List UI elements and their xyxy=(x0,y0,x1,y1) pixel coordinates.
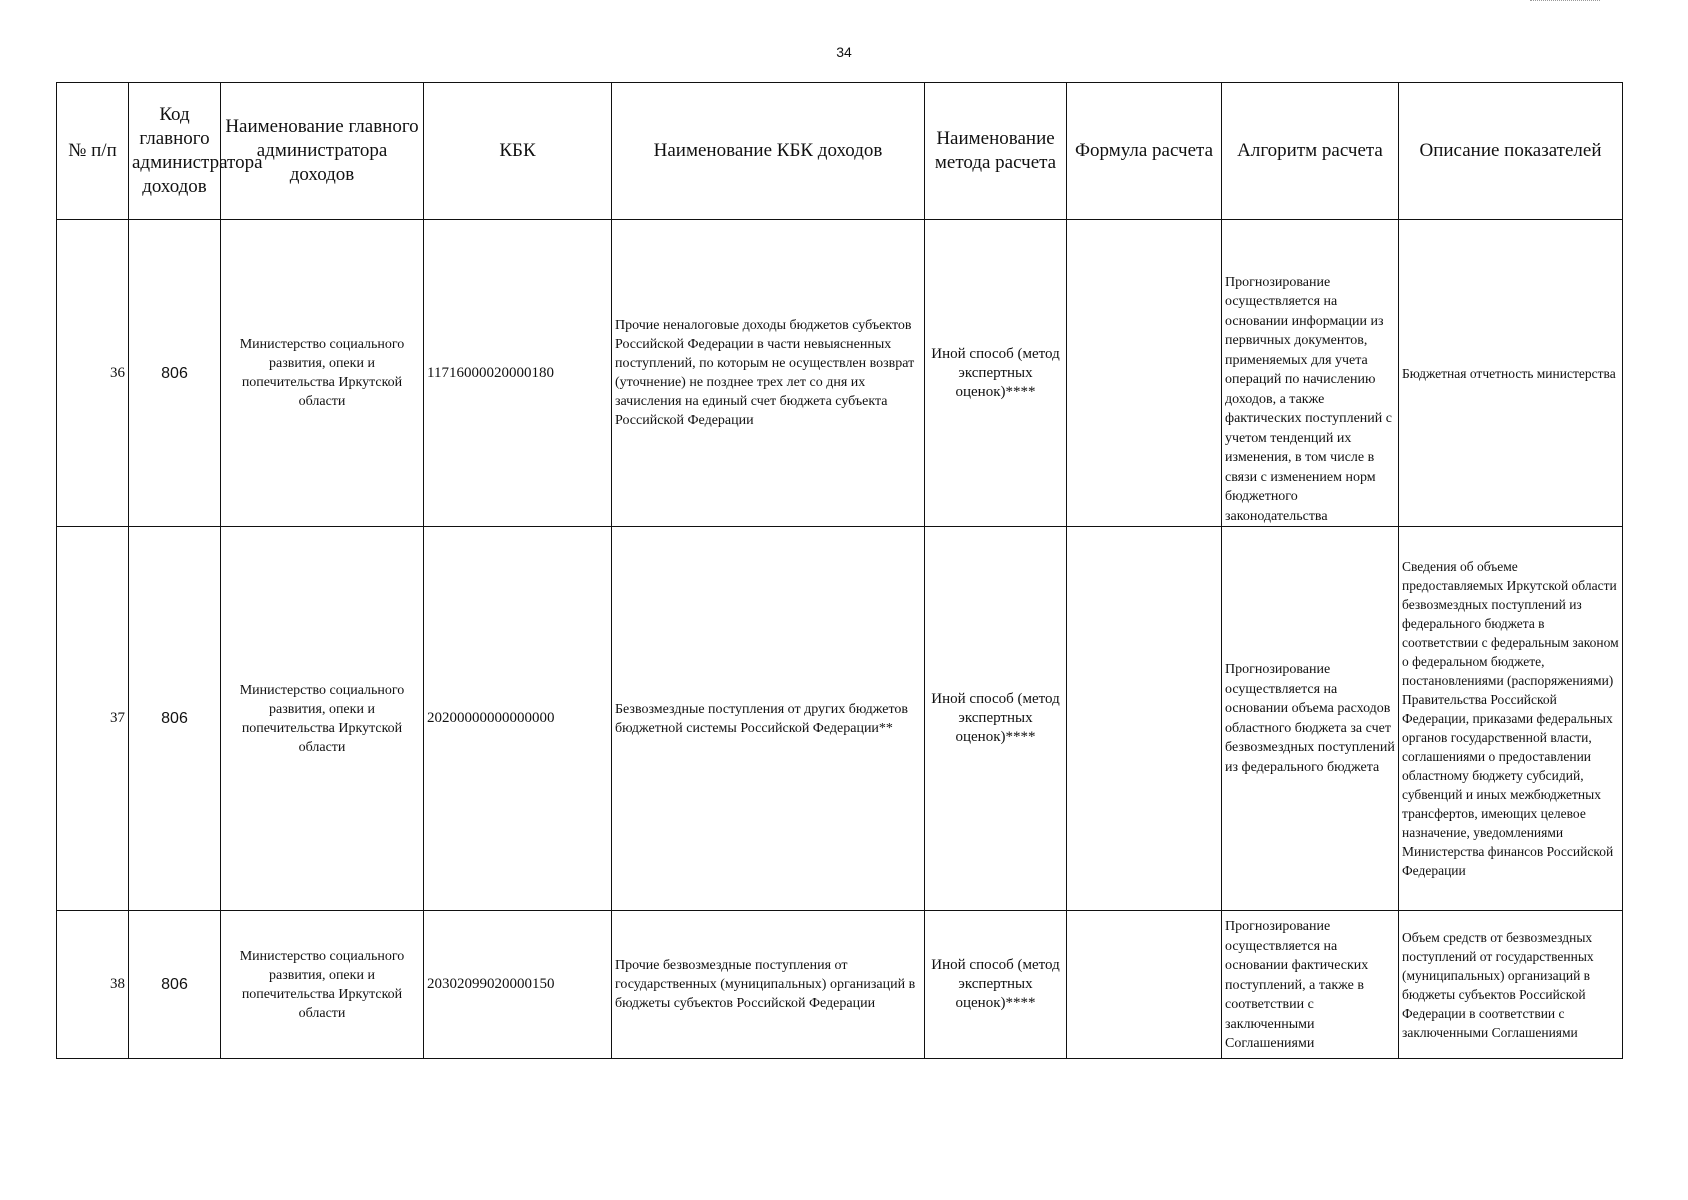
header-kbk-name: Наименование КБК доходов xyxy=(612,83,925,220)
calc-algorithm: Прогнозирование осуществляется на основании фактических поступлений, а также в соответствии с заключенными Соглашениями xyxy=(1222,911,1399,1059)
row-number: 36 xyxy=(57,220,129,527)
table-row xyxy=(57,911,1623,1059)
header-formula: Формула расчета xyxy=(1067,83,1222,220)
header-admin: Наименование главного администратора доходов xyxy=(221,83,424,220)
admin-name: Министерство социального развития, опеки и попечительства Иркутской области xyxy=(221,220,424,527)
kbk-name: Безвозмездные поступления от других бюджетов бюджетной системы Российской Федерации** xyxy=(612,527,925,911)
calc-algorithm: Прогнозирование осуществляется на основании информации из первичных документов, применяемых для учета операций по начислению доходов, а также фактических поступлений с учетом тенденций их изменения, в том числе в связи с изменением норм бюджетного законодательства xyxy=(1222,220,1399,527)
calc-formula xyxy=(1067,527,1222,911)
kbk-code: 20302099020000150 xyxy=(424,911,612,1059)
header-method: Наименование метода расчета xyxy=(925,83,1067,220)
row-number: 37 xyxy=(57,527,129,911)
calc-method: Иной способ (метод экспертных оценок)**** xyxy=(925,220,1067,527)
kbk-name: Прочие неналоговые доходы бюджетов субъектов Российской Федерации в части невыясненных поступлений, по которым не осуществлен возврат (уточнение) не позднее трех лет со дня их зачисления на единый счет бюджета субъекта Российской Федерации xyxy=(612,220,925,527)
indicator-description: Объем средств от безвозмездных поступлений от государственных (муниципальных) организаций в бюджеты субъектов Российской Федерации в соответствии с заключенными Соглашениями xyxy=(1399,911,1623,1059)
scan-mark xyxy=(1530,0,1600,1)
admin-name: Министерство социального развития, опеки и попечительства Иркутской области xyxy=(221,911,424,1059)
admin-code: 806 xyxy=(129,911,221,1059)
calc-method: Иной способ (метод экспертных оценок)**** xyxy=(925,527,1067,911)
header-description: Описание показателей xyxy=(1399,83,1623,220)
header-code: Код главного администратора доходов xyxy=(129,83,221,220)
admin-code: 806 xyxy=(129,527,221,911)
table-header-row xyxy=(57,83,1623,220)
indicator-description: Сведения об объеме предоставляемых Иркутской области безвозмездных поступлений из федерального бюджета в соответствии с федеральным законом о федеральном бюджете, постановлениями (распоряжениями) Правительства Российской Федерации, приказами федеральных органов государственной власти, соглашениями о предоставлении областному бюджету субсидий, субвенций и иных межбюджетных трансфертов, имеющих целевое назначение, уведомлениями Министерства финансов Российской Федерации xyxy=(1399,527,1623,911)
header-algorithm: Алгоритм расчета xyxy=(1222,83,1399,220)
admin-name: Министерство социального развития, опеки и попечительства Иркутской области xyxy=(221,527,424,911)
row-number: 38 xyxy=(57,911,129,1059)
calc-algorithm: Прогнозирование осуществляется на основании объема расходов областного бюджета за счет безвозмездных поступлений из федерального бюджета xyxy=(1222,527,1399,911)
kbk-code: 20200000000000000 xyxy=(424,527,612,911)
admin-code: 806 xyxy=(129,220,221,527)
table-row xyxy=(57,527,1623,911)
page-number: 34 xyxy=(836,44,852,60)
calc-formula xyxy=(1067,220,1222,527)
header-kbk: КБК xyxy=(424,83,612,220)
indicator-description: Бюджетная отчетность министерства xyxy=(1399,220,1623,527)
revenue-methods-table xyxy=(56,82,1623,1059)
table-row xyxy=(57,220,1623,527)
kbk-name: Прочие безвозмездные поступления от государственных (муниципальных) организаций в бюджеты субъектов Российской Федерации xyxy=(612,911,925,1059)
calc-method: Иной способ (метод экспертных оценок)**** xyxy=(925,911,1067,1059)
header-num: № п/п xyxy=(57,83,129,220)
calc-formula xyxy=(1067,911,1222,1059)
kbk-code: 11716000020000180 xyxy=(424,220,612,527)
